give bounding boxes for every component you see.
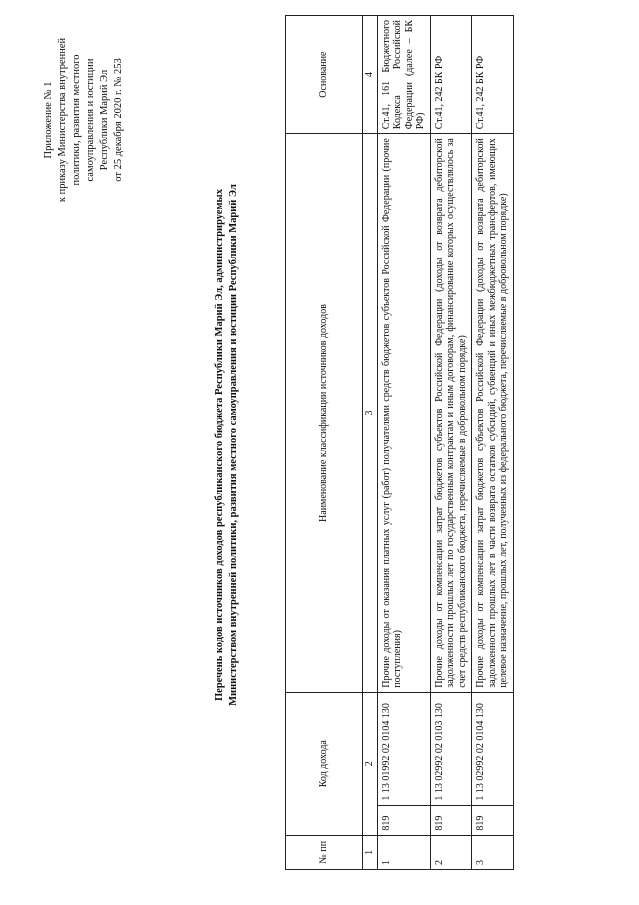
admin-code: 819 — [377, 805, 430, 835]
title-line-2: Министерством внутренней политики, развития местного самоуправления и юстиции Республики Марий Эл — [228, 184, 239, 706]
income-code: 1 13 02992 02 0104 130 — [472, 692, 514, 805]
header-code: Код дохода — [286, 692, 363, 835]
column-number: 2 — [363, 692, 378, 835]
appendix-line: от 25 декабря 2020 г. № 253 — [113, 58, 124, 182]
row-number: 2 — [430, 835, 472, 869]
income-basis: Ст.41, 242 БК РФ — [430, 16, 472, 134]
income-code: 1 13 02992 02 0103 130 — [430, 692, 472, 805]
income-basis: Ст.41, 242 БК РФ — [472, 16, 514, 134]
row-number: 1 — [377, 835, 430, 869]
income-codes-table — [285, 15, 514, 870]
income-basis: Ст.41, 161 Бюджетного Кодекса Российской Федерации (далее – БК РФ) — [377, 16, 430, 134]
income-name: Прочие доходы от оказания платных услуг (работ) получателями средств бюджетов субъектов Российской Федерации (прочие поступления) — [377, 134, 430, 693]
column-number: 1 — [363, 835, 378, 869]
table-row — [472, 16, 514, 870]
appendix-line: самоуправления и юстиции — [85, 58, 96, 182]
column-numbers-row — [363, 16, 378, 870]
income-name: Прочие доходы от компенсации затрат бюджетов субъектов Российской Федерации (доходы от возврата дебиторской задолженности прошлых лет по государственным контрактам и иным договорам, финансирование которых осуществлялось за счет средств республиканского бюджета, перечисляемые в добровольном порядке) — [430, 134, 472, 693]
table-row — [377, 16, 430, 870]
appendix-line: к приказу Министерства внутренней — [57, 37, 68, 203]
income-name: Прочие доходы от компенсации затрат бюджетов субъектов Российской Федерации (доходы от возврата дебиторской задолженности прошлых лет в части возврата остатков субсидий, субвенций и иных межбюджетных трансфертов, имеющих целевое назначение, прошлых лет, полученных из федерального бюджета, перечисляемые в добровольном порядке) — [472, 134, 514, 693]
appendix-line: Республики Марий Эл — [99, 69, 110, 171]
income-code: 1 13 01992 02 0104 130 — [377, 692, 430, 805]
column-number: 3 — [363, 134, 378, 693]
document-title — [213, 45, 241, 845]
row-number: 3 — [472, 835, 514, 869]
table-row — [430, 16, 472, 870]
admin-code: 819 — [430, 805, 472, 835]
appendix-line: Приложение № 1 — [43, 81, 54, 159]
column-number: 4 — [363, 16, 378, 134]
appendix-line: политики, развития местного — [71, 54, 82, 186]
header-basis: Основание — [286, 16, 363, 134]
header-num: № пп — [286, 835, 363, 869]
table-header-row — [286, 16, 363, 870]
appendix-header — [42, 10, 126, 230]
header-name: Наименование классификации источников доходов — [286, 134, 363, 693]
admin-code: 819 — [472, 805, 514, 835]
title-line-1: Перечень кодов источников доходов республиканского бюджета Республики Марий Эл, администрируемых — [214, 189, 225, 701]
